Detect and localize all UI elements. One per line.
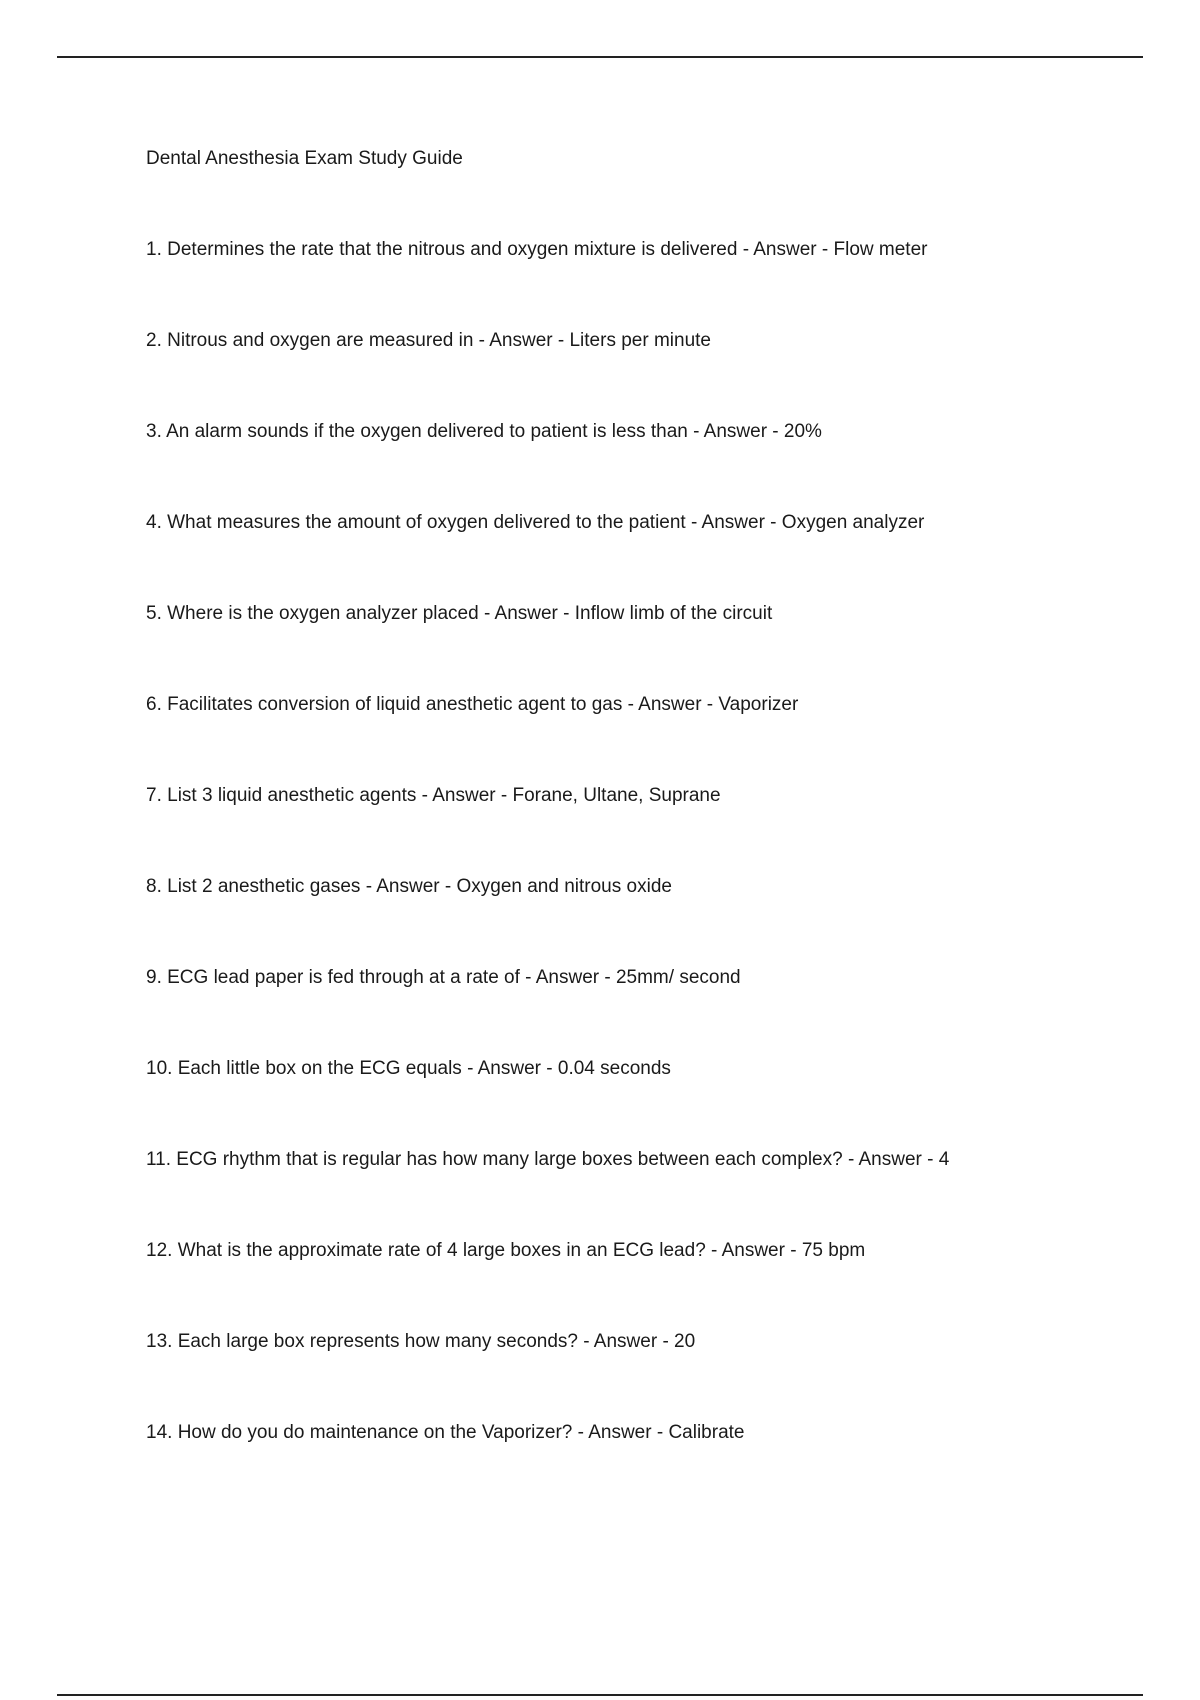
bottom-divider bbox=[57, 1694, 1143, 1696]
question-item: 14. How do you do maintenance on the Vaporizer? - Answer - Calibrate bbox=[146, 1422, 745, 1443]
question-item: 1. Determines the rate that the nitrous and oxygen mixture is delivered - Answer - Flow meter bbox=[146, 239, 928, 260]
question-item: 8. List 2 anesthetic gases - Answer - Oxygen and nitrous oxide bbox=[146, 876, 672, 897]
question-item: 7. List 3 liquid anesthetic agents - Answer - Forane, Ultane, Suprane bbox=[146, 785, 721, 806]
top-divider bbox=[57, 56, 1143, 58]
question-item: 5. Where is the oxygen analyzer placed - Answer - Inflow limb of the circuit bbox=[146, 603, 773, 624]
question-item: 3. An alarm sounds if the oxygen delivered to patient is less than - Answer - 20% bbox=[146, 421, 822, 442]
document-title: Dental Anesthesia Exam Study Guide bbox=[146, 148, 463, 169]
question-item: 9. ECG lead paper is fed through at a rate of - Answer - 25mm/ second bbox=[146, 967, 741, 988]
question-list bbox=[146, 237, 949, 1511]
question-item: 13. Each large box represents how many seconds? - Answer - 20 bbox=[146, 1331, 696, 1352]
question-item: 11. ECG rhythm that is regular has how many large boxes between each complex? - Answer - 4 bbox=[146, 1149, 950, 1170]
question-item: 6. Facilitates conversion of liquid anesthetic agent to gas - Answer - Vaporizer bbox=[146, 694, 799, 715]
question-item: 10. Each little box on the ECG equals - Answer - 0.04 seconds bbox=[146, 1058, 671, 1079]
question-item: 4. What measures the amount of oxygen delivered to the patient - Answer - Oxygen analyzer bbox=[146, 512, 925, 533]
question-item: 2. Nitrous and oxygen are measured in - Answer - Liters per minute bbox=[146, 330, 711, 351]
question-item: 12. What is the approximate rate of 4 large boxes in an ECG lead? - Answer - 75 bpm bbox=[146, 1240, 866, 1261]
